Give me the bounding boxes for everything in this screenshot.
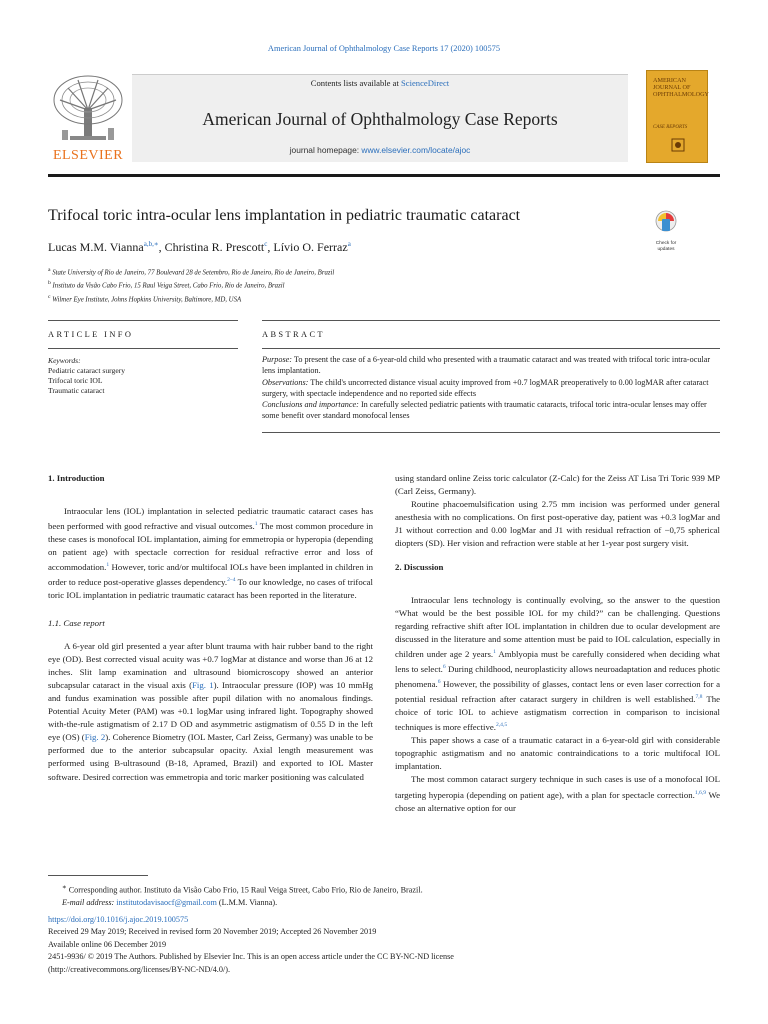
cover-line-2: JOURNAL OF xyxy=(653,84,691,92)
keyword: Pediatric cataract surgery xyxy=(48,366,126,375)
available-online: Available online 06 December 2019 xyxy=(48,939,167,949)
discussion-paragraph: This paper shows a case of a traumatic cataract in a 6-year-old girl with considerable topographic astigmatism and no anatomic contraindications to a toric multifocal IOL implantation. xyxy=(395,735,720,772)
email-suffix: (L.M.M. Vianna). xyxy=(216,897,278,907)
discussion-paragraph: The most common cataract surgery technique in such cases is use of a monofocal IOL targeting hyperopia (depending on patient age), with a plan for spectacle correction.$^{1,6,9}$ We chose an alternative option for our xyxy=(395,774,720,813)
crossmark-label-line-1: Check for xyxy=(655,241,677,246)
cover-emblem-icon xyxy=(670,137,686,158)
abstract-bottom-rule xyxy=(262,432,720,433)
masthead-center xyxy=(132,74,628,162)
abstract-body xyxy=(262,354,720,422)
email-label: E-mail address: xyxy=(62,897,117,907)
citation-link[interactable]: 6 xyxy=(442,664,446,671)
left-column xyxy=(48,472,373,784)
affiliations xyxy=(48,265,688,305)
email-link[interactable]: institutodavisaocf@gmail.com xyxy=(116,897,217,907)
citation-link[interactable]: 2,4,5 xyxy=(495,722,508,729)
publisher-name: ELSEVIER xyxy=(52,148,124,163)
abstract-purpose xyxy=(262,354,720,377)
author-name: Christina R. Prescott xyxy=(164,240,265,254)
citation-link[interactable]: 1,6,9 xyxy=(694,789,707,796)
license-text: 2451-9936/ © 2019 The Authors. Published by Elsevier Inc. This is an open access article under the CC BY-NC-ND license xyxy=(48,952,454,962)
received-dates: Received 29 May 2019; Received in revised form 20 November 2019; Accepted 26 November 2019 xyxy=(48,927,377,937)
affiliation xyxy=(48,278,688,291)
journal-title: American Journal of Ophthalmology Case Reports xyxy=(202,109,558,129)
abstract-heading: ABSTRACT xyxy=(262,330,325,339)
footnote-mark: ∗ xyxy=(62,884,67,891)
publication-info xyxy=(48,914,720,976)
author-affiliation-mark[interactable]: c xyxy=(264,240,268,248)
introduction-heading: 1. Introduction xyxy=(48,473,105,483)
keyword: Traumatic cataract xyxy=(48,386,105,395)
author-name: Lívio O. Ferraz xyxy=(273,240,348,254)
observations-label: Observations: xyxy=(262,377,309,387)
citation-link[interactable]: 7,8 xyxy=(695,694,703,701)
abstract-conclusions xyxy=(262,399,720,422)
surgery-paragraph: Routine phacoemulsification using 2.75 mm incision was performed under general anesthesia with no complications. On first post-operative day, patient was +0.3 logMar and J1 without correction and 0.00 logMar and J1 with residual refraction of −0,75 spherical diopters (SD). Her vision and refraction were stable at her 1-year post surgery visit. xyxy=(395,499,720,549)
cover-title xyxy=(653,77,710,99)
citation-link[interactable]: 1 xyxy=(493,649,496,656)
license-url[interactable]: (http://creativecommons.org/licenses/BY-NC-ND/4.0/). xyxy=(48,964,230,974)
contents-prefix: Contents lists available at xyxy=(310,78,401,88)
affiliation xyxy=(48,292,688,305)
journal-citation[interactable]: American Journal of Ophthalmology Case Reports 17 (2020) 100575 xyxy=(267,44,501,53)
case-report-paragraph: A 6-year old girl presented a year after blunt trauma with hair rubber band to the right eye (OD). Best corrected visual acuity was +0.7 logMar at distance and worse than J6 at 12 inches. Slit lamp examination and ultrasound biomicroscopy showed an anterior subcapsular cataract in the visual axis (Fig. 1). Intraocular pressure (IOP) was 10 mmHg and fundus examination was possible after pupil dilation with no anomalous findings. Potential Acuity Meter (PAM) was +0.1 logMar using infrared light. Topography showed with-the-rule astigmatism of 2.17 D OD and asymmetric astigmatism of 0.55 D in the left eye (OS) (Fig. 2). Coherence Biometry (IOL Master, Carl Zeiss, Germany) was unable to be performed due to the anterior subcapsular opacity. Axial length measurement was performed using B-ultrasound (B-18, Apramed, Brazil) and exported to IOL Master software. Desired correction was emmetropia and toric marker positioning was calculated xyxy=(48,640,373,782)
crossmark-badge[interactable] xyxy=(646,210,686,256)
doi-link[interactable]: https://doi.org/10.1016/j.ajoc.2019.100575 xyxy=(48,915,189,924)
citation-link[interactable]: 2–4 xyxy=(227,577,236,584)
masthead xyxy=(48,70,720,168)
masthead-rule xyxy=(48,174,720,177)
keywords-heading: Keywords: xyxy=(48,356,81,365)
keywords xyxy=(48,356,238,396)
cover-line-1: AMERICAN xyxy=(653,77,687,84)
citation-link[interactable]: 1 xyxy=(254,521,258,528)
author-name: Lucas M.M. Vianna xyxy=(48,240,144,254)
footnote-rule xyxy=(48,875,148,876)
homepage-link[interactable]: www.elsevier.com/locate/ajoc xyxy=(361,145,471,155)
abstract-top-rule xyxy=(262,320,720,321)
author-affiliation-mark[interactable]: a xyxy=(347,240,351,248)
abstract-mid-rule xyxy=(262,348,720,349)
purpose-label: Purpose: xyxy=(262,355,293,364)
citation-link[interactable]: 1 xyxy=(106,562,110,569)
article-info-heading: ARTICLE INFO xyxy=(48,330,134,339)
case-report-continuation: using standard online Zeiss toric calculator (Z-Calc) for the Zeiss AT Lisa Tri Toric 939 MP (Carl Zeiss, Germany). xyxy=(395,473,720,497)
article-title: Trifocal toric intra-ocular lens implantation in pediatric traumatic cataract xyxy=(48,207,521,224)
contents-line xyxy=(132,78,628,88)
introduction-paragraph: Intraocular lens (IOL) implantation in selected pediatric traumatic cataract cases has been performed with good refractive and visual outcomes.$^1$ The most common procedure in these cases is monofocal IOL implantation, aiming for emmetropia or hyperopia (depending on patient age) with spectacle correction for residual refractive error and loss of accommodation.$^1$ However, toric and/or multifocal IOLs have been implanted in children in order to reduce post-operative glasses dependency.$^{2-4}$ To our knowledge, no cases of trifocal toric IOL implantation in pediatric traumatic cataract has been reported in the literature. xyxy=(48,506,374,601)
corresponding-text: Corresponding author. Instituto da Visão Cabo Frio, 15 Raul Veiga Street, Cabo Frio, Rio de Janeiro, Brazil. xyxy=(66,885,423,895)
sciencedirect-link[interactable]: ScienceDirect xyxy=(401,78,450,88)
keyword: Trifocal toric IOL xyxy=(48,376,103,385)
affiliation-mark: c xyxy=(48,293,51,300)
article-info-top-rule xyxy=(48,320,238,321)
purpose-text: To present the case of a 6-year-old child who presented with a traumatic cataract and was treated with trifocal toric intra-ocular lens implantation. xyxy=(262,355,711,376)
affiliation xyxy=(48,265,688,278)
right-column xyxy=(395,472,720,815)
citation-link[interactable]: 6 xyxy=(437,679,441,686)
crossmark-label xyxy=(646,241,686,252)
corresponding-footnote xyxy=(48,882,720,909)
observations-text: The child's uncorrected distance visual acuity improved from +0.7 logMAR preoperatively to 0.00 logMAR after cataract surgery, with spectacle independence and no reported side effects xyxy=(262,377,709,398)
homepage-line xyxy=(132,145,628,155)
article-info-mid-rule xyxy=(48,348,238,349)
homepage-prefix: journal homepage: xyxy=(289,145,362,155)
affiliation-mark: b xyxy=(48,280,51,287)
affiliation-text: Instituto da Visão Cabo Frio, 15 Raul Veiga Street, Cabo Frio, Rio de Janeiro, Brazil xyxy=(52,282,285,290)
crossmark-icon xyxy=(654,210,678,236)
crossmark-label-line-2: updates xyxy=(657,246,675,252)
conclusions-label: Conclusions and importance: xyxy=(262,400,359,410)
affiliation-mark: a xyxy=(48,267,51,273)
affiliation-text: State University of Rio de Janeiro, 77 Boulevard 28 de Setembro, Rio de Janeiro, Rio de Janeiro, Brazil xyxy=(52,269,335,277)
author-affiliation-mark[interactable]: a,b,∗ xyxy=(143,240,159,248)
discussion-paragraph: Intraocular lens technology is continually evolving, so the answer to the question “What would be the best possible IOL for my child?” can be challenging. Questions regarding refractive shift after IOL implantation in children due to ocular development are discussed in the literature and some attention must be paid to IOL calculation, especially in children under age 2 years.$^1$ Amblyopia must be carefully considered when deciding what lens to select.$^6$ During childhood, neuroplasticity allows neuroadaptation and reduces photic phenomena.$^6$ However, the possibility of glasses, contact lens or even laser correction for a potential residual refraction after cataract surgery in children is well established.$^{7,8}$ The choice of toric IOL to achieve astigmatism correction in comparison to incisional techniques is more effective.$^{2,4,5}$ xyxy=(395,594,721,733)
cover-line-3: OPHTHALMOLOGY xyxy=(653,91,710,99)
affiliation-text: Wilmer Eye Institute, Johns Hopkins University, Baltimore, MD, USA xyxy=(52,295,242,303)
cover-subtitle: CASE REPORTS xyxy=(653,125,688,130)
journal-cover[interactable] xyxy=(646,70,708,163)
authors: Lucas M.M. Vianna$^{a,b,∗}$, Christina R. Prescott$^c$, Lívio O. Ferraz$^a$ xyxy=(48,240,351,254)
figure-2-link[interactable]: Fig. 2 xyxy=(84,732,106,743)
abstract-observations xyxy=(262,377,720,400)
discussion-heading: 2. Discussion xyxy=(395,561,444,572)
conclusions-text: In carefully selected pediatric patients with traumatic cataracts, trifocal toric intra-ocular lenses may offer some benefit over standard monofocal lenses xyxy=(262,400,707,421)
figure-1-link[interactable]: Fig. 1 xyxy=(192,679,214,690)
case-report-heading: 1.1. Case report xyxy=(48,617,105,628)
